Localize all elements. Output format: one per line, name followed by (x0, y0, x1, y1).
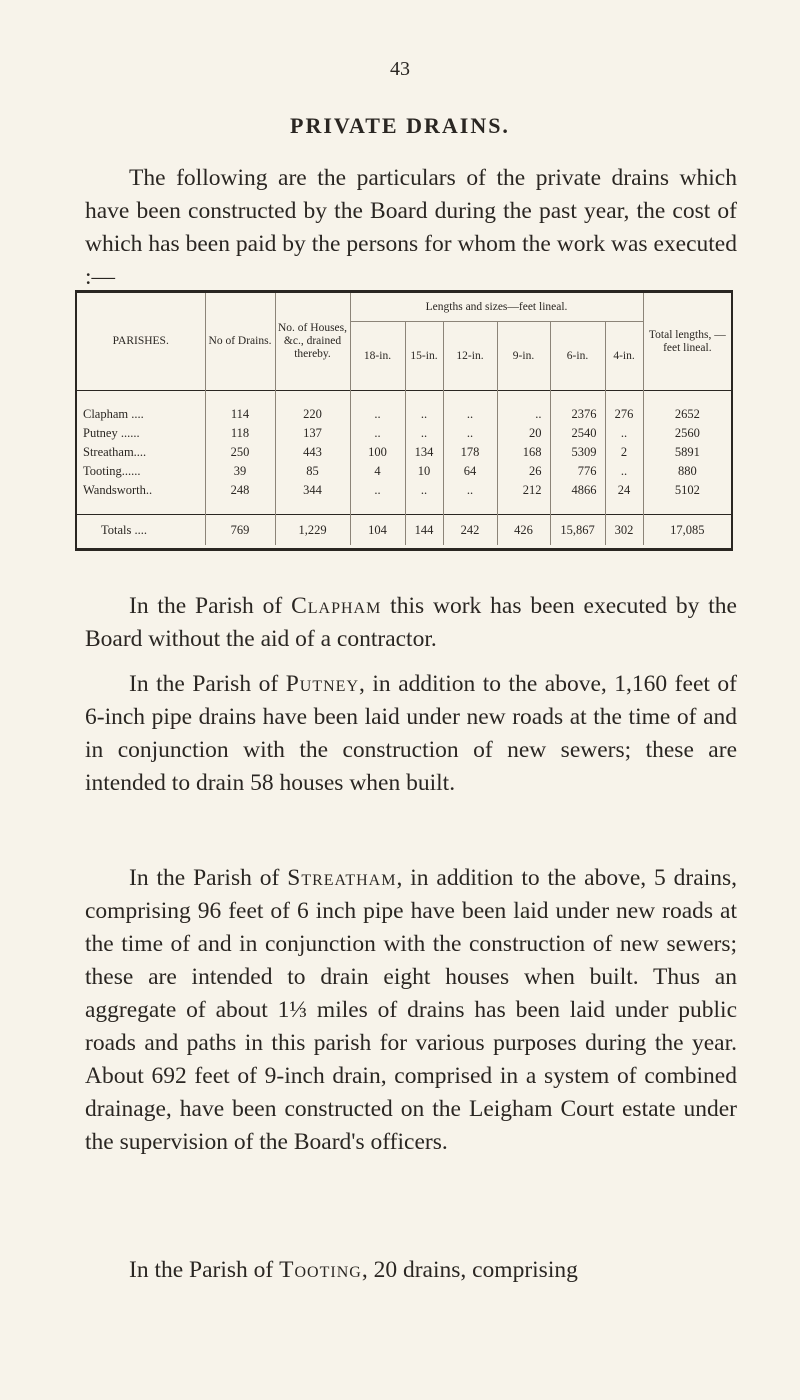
table-bottom-rule (75, 548, 733, 551)
putney-paragraph (85, 668, 737, 800)
cell-total: 2560 (643, 424, 731, 443)
header-size-15: 15-in. (405, 322, 443, 391)
cell-size-12: .. (443, 405, 497, 424)
cell-grand-total: 17,085 (643, 515, 731, 546)
header-size-12: 12-in. (443, 322, 497, 391)
cell-total: 880 (643, 462, 731, 481)
cell-total: 5102 (643, 481, 731, 500)
clapham-text-end: this work has been executed by the Board without the aid of a contractor. (85, 593, 737, 652)
cell-size-18: .. (350, 405, 405, 424)
table-row (77, 481, 731, 500)
cell-size-15-total: 144 (405, 515, 443, 546)
table-spacer (77, 500, 731, 515)
cell-size-12: .. (443, 481, 497, 500)
cell-drains-total: 769 (205, 515, 275, 546)
cell-size-6: 776 (550, 462, 605, 481)
cell-size-9: 20 (497, 424, 550, 443)
cell-parish: Streatham.... (83, 445, 147, 459)
table-row (77, 462, 731, 481)
cell-size-15: 10 (405, 462, 443, 481)
cell-size-15: .. (405, 424, 443, 443)
cell-size-4-total: 302 (605, 515, 643, 546)
cell-size-18: .. (350, 424, 405, 443)
header-size-6: 6-in. (550, 322, 605, 391)
header-parishes: PARISHES. (112, 335, 169, 347)
cell-parish: Wandsworth.. (83, 483, 153, 497)
cell-drains: 248 (205, 481, 275, 500)
cell-size-15: 134 (405, 443, 443, 462)
intro-text: The following are the particulars of the private drains which have been constructed by the Board during the past year, the cost of which has been paid by the persons for whom the work was executed :— (85, 165, 737, 290)
page-number: 43 (390, 58, 410, 80)
cell-houses: 443 (275, 443, 350, 462)
cell-drains: 39 (205, 462, 275, 481)
cell-total: 2652 (643, 405, 731, 424)
cell-size-18: 100 (350, 443, 405, 462)
cell-houses: 344 (275, 481, 350, 500)
cell-size-4: 24 (605, 481, 643, 500)
cell-drains: 250 (205, 443, 275, 462)
clapham-paragraph (85, 590, 737, 656)
parish-name-tooting: Tooting (279, 1257, 362, 1283)
cell-size-6-total: 15,867 (550, 515, 605, 546)
clapham-text-start: In the Parish of (129, 593, 292, 619)
header-size-18: 18-in. (350, 322, 405, 391)
cell-size-6: 2540 (550, 424, 605, 443)
cell-houses-total: 1,229 (275, 515, 350, 546)
cell-size-18: .. (350, 481, 405, 500)
putney-text-end: , in addition to the above, 1,160 feet of 6-inch pipe drains have been laid under new roads at the time of and in conjunction with the construction of new sewers; these are intended to drain 58 houses when built. (85, 671, 737, 796)
cell-drains: 118 (205, 424, 275, 443)
parish-name-streatham: Streatham (287, 865, 397, 891)
header-drains: No of Drains. (205, 293, 275, 391)
cell-size-18: 4 (350, 462, 405, 481)
cell-parish: Clapham .... (83, 407, 144, 421)
cell-size-4: .. (605, 424, 643, 443)
tooting-text-start: In the Parish of (129, 1257, 280, 1283)
cell-parish: Tooting...... (83, 464, 141, 478)
cell-size-15: .. (405, 405, 443, 424)
cell-drains: 114 (205, 405, 275, 424)
intro-paragraph (85, 162, 737, 294)
cell-size-9: 168 (497, 443, 550, 462)
private-drains-table (75, 290, 733, 551)
cell-size-4: .. (605, 462, 643, 481)
cell-parish: Putney ...... (83, 426, 140, 440)
cell-size-12: .. (443, 424, 497, 443)
cell-size-12: 64 (443, 462, 497, 481)
parish-name-putney: Putney (285, 671, 359, 697)
cell-size-12: 178 (443, 443, 497, 462)
cell-size-4: 2 (605, 443, 643, 462)
cell-size-6: 4866 (550, 481, 605, 500)
cell-houses: 85 (275, 462, 350, 481)
cell-size-15: .. (405, 481, 443, 500)
table-spacer (77, 391, 731, 406)
cell-size-9: 26 (497, 462, 550, 481)
cell-size-9: 212 (497, 481, 550, 500)
cell-size-6: 2376 (550, 405, 605, 424)
streatham-paragraph (85, 862, 737, 1159)
header-size-4: 4-in. (605, 322, 643, 391)
header-size-9: 9-in. (497, 322, 550, 391)
cell-size-18-total: 104 (350, 515, 405, 546)
cell-size-9-total: 426 (497, 515, 550, 546)
header-lengths-group: Lengths and sizes—feet lineal. (350, 293, 643, 322)
cell-size-12-total: 242 (443, 515, 497, 546)
tooting-paragraph (85, 1254, 737, 1287)
streatham-text-end: , in addition to the above, 5 drains, comprising 96 feet of 6 inch pipe have been laid under new roads at the time of and in conjunction with the construction of new sewers; these are intended to drain eight houses when built. Thus an aggregate of about 1⅓ miles of drains has been laid under public roads and paths in this parish for various purposes during the year. About 692 feet of 9-inch drain, comprised in a system of combined drainage, have been constructed on the Leigham Court estate under the supervision of the Board's officers. (85, 865, 737, 1155)
cell-size-6: 5309 (550, 443, 605, 462)
cell-houses: 137 (275, 424, 350, 443)
cell-total: 5891 (643, 443, 731, 462)
cell-houses: 220 (275, 405, 350, 424)
putney-text-start: In the Parish of (129, 671, 286, 697)
cell-size-4: 276 (605, 405, 643, 424)
cell-totals-label: Totals .... (77, 515, 205, 546)
totals-row (77, 515, 731, 546)
table-row (77, 424, 731, 443)
cell-size-9: .. (497, 405, 550, 424)
parish-name-clapham: Clapham (291, 593, 382, 619)
drains-table (77, 293, 731, 545)
header-houses: No. of Houses, &c., drained thereby. (275, 293, 350, 391)
table-right-rule (731, 290, 733, 551)
section-heading: PRIVATE DRAINS. (290, 113, 510, 138)
table-row (77, 443, 731, 462)
table-row (77, 405, 731, 424)
header-total: Total lengths, — feet lineal. (643, 293, 731, 391)
streatham-text-start: In the Parish of (129, 865, 288, 891)
tooting-text-end: , 20 drains, comprising (361, 1257, 578, 1283)
